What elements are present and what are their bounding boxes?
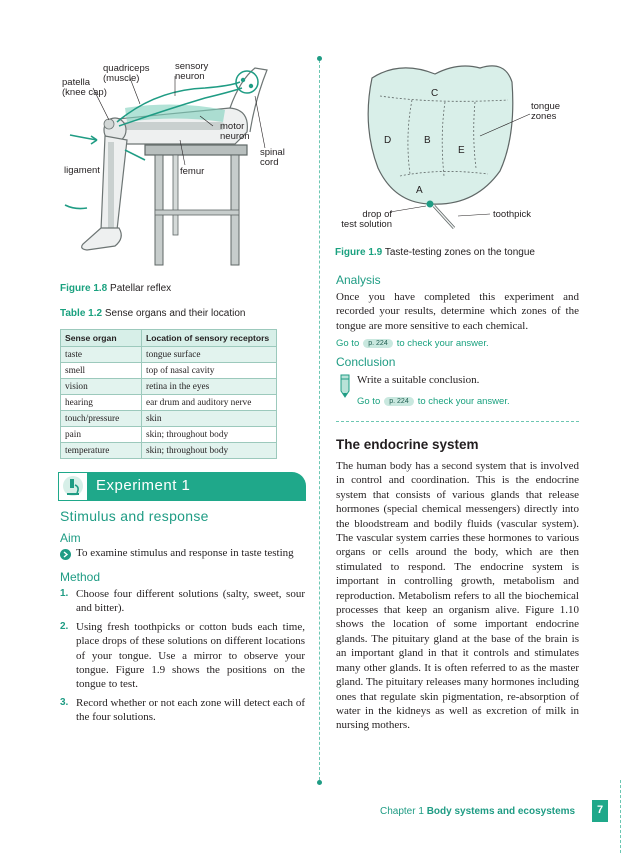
list-item (60, 620, 305, 692)
footer-chapter (380, 806, 575, 817)
column-divider (319, 60, 320, 780)
table-cell: touch/pressure (61, 411, 142, 427)
table-cell: smell (61, 363, 142, 379)
table-cell: hearing (61, 395, 142, 411)
tongue-zone-b: B (424, 135, 431, 146)
table-header-row (61, 330, 277, 347)
conclusion-page-ref[interactable]: p. 224 (384, 397, 413, 406)
table-row (61, 427, 277, 443)
table-cell: taste (61, 347, 142, 363)
footer-chapter-number: Chapter 1 (380, 806, 424, 817)
figure-1-8-text: Patellar reflex (110, 283, 172, 294)
tongue-zone-e: E (458, 145, 465, 156)
footer-page-number: 7 (596, 804, 604, 816)
table-cell: skin; throughout body (142, 427, 277, 443)
aim-heading: Aim (60, 531, 81, 545)
figure-1-8-label: Figure 1.8 (60, 283, 108, 294)
label-patella: patella (knee cap) (62, 77, 107, 98)
table-cell: pain (61, 427, 142, 443)
footer-edge-line (620, 780, 621, 853)
table-row (61, 411, 277, 427)
experiment-banner-title: Experiment 1 (96, 477, 191, 494)
footer-chapter-title: Body systems and ecosystems (426, 806, 576, 817)
table-row (61, 379, 277, 395)
step-number: 3. (60, 696, 69, 708)
pencil-icon (337, 373, 355, 399)
step-text: Choose four different solutions (salty, sweet, sour and bitter). (76, 588, 305, 615)
step-text: Using fresh toothpicks or cotton buds each time, place drops of these solutions on different locations of your tongue. Use a mirror to observe your tongue. Figure 1.9 shows the positions on the tongue to test. (76, 620, 305, 691)
figure-1-9-text: Taste-testing zones on the tongue (384, 247, 535, 258)
aim-bullet-icon (60, 549, 71, 560)
conclusion-text: Write a suitable conclusion. (357, 374, 480, 386)
tongue-zone-a: A (416, 185, 423, 196)
experiment-icon-box (58, 472, 88, 501)
aim-text: To examine stimulus and response in taste testing (76, 547, 294, 559)
label-toothpick: toothpick (493, 209, 532, 220)
table-cell: tongue surface (142, 347, 277, 363)
divider-dot-bottom (317, 780, 322, 785)
table-cell: retina in the eyes (142, 379, 277, 395)
figure-1-8-caption (60, 283, 171, 294)
table-cell: vision (61, 379, 142, 395)
label-tongue-zones: tongue zones (531, 101, 561, 122)
tongue-zone-c: C (431, 88, 439, 99)
conclusion-check-link[interactable]: to check your answer. (417, 396, 510, 407)
figure-1-9-caption (335, 247, 535, 258)
table-cell: ear drum and auditory nerve (142, 395, 277, 411)
divider-dot-top (317, 56, 322, 61)
list-item (60, 587, 305, 616)
microscope-icon (59, 473, 87, 500)
step-number: 2. (60, 620, 69, 632)
table-cell: skin; throughout body (142, 443, 277, 459)
step-text: Record whether or not each zone will detect each of the four solutions. (76, 696, 305, 724)
analysis-heading: Analysis (336, 273, 381, 287)
list-item (60, 696, 305, 725)
analysis-check-link[interactable]: to check your answer. (396, 338, 489, 349)
table-1-2-label: Table 1.2 (60, 308, 103, 319)
table-1-2-caption (60, 308, 246, 319)
table-row (61, 395, 277, 411)
method-heading: Method (60, 570, 101, 584)
label-ligament: ligament (64, 165, 100, 176)
table-header-location: Location of sensory receptors (142, 330, 277, 347)
table-cell: temperature (61, 443, 142, 459)
conclusion-goto-line (357, 391, 510, 409)
endocrine-heading: The endocrine system (336, 437, 479, 452)
sense-organs-table (60, 329, 277, 459)
analysis-goto-line (336, 333, 489, 351)
table-row (61, 347, 277, 363)
section-divider (336, 421, 579, 422)
figure-1-9-label: Figure 1.9 (335, 247, 383, 258)
method-steps (60, 587, 305, 729)
conclusion-heading: Conclusion (336, 355, 396, 369)
label-drop-of-test-solution: drop of test solution (341, 209, 392, 230)
step-number: 1. (60, 588, 69, 599)
endocrine-paragraph: The human body has a second system that is involved in control and coordination. This is the endocrine system that consists of various glands that release hormones (special chemical messengers) directly into the bloodstream and bodily fluids (vascular system). The vascular system carries these hormones to various organs or cells around the body, which are then stimulated to respond. The endocrine system is important in controlling growth, metabolism and reproduction. Metabolism refers to all the biochemical processes that keep an organism alive. Figure 1.10 shows the location of some important endocrine glands. The pituitary gland at the base of the brain is an important gland in that it controls and stimulates many other glands. It is often referred to as the master gland. The pituitary releases many hormones including ones that regulate skin pigmentation, re-absorption of water in the kidneys as well as excretion of milk in nursing mothers. (336, 460, 579, 732)
tongue-zone-d: D (384, 135, 392, 146)
label-motor-neuron: motor neuron (220, 121, 250, 142)
table-cell: skin (142, 411, 277, 427)
conclusion-goto: Go to (357, 396, 381, 407)
table-row (61, 363, 277, 379)
table-cell: top of nasal cavity (142, 363, 277, 379)
label-spinal-cord: spinal cord (260, 147, 285, 168)
experiment-title: Stimulus and response (60, 508, 209, 524)
label-quadriceps: quadriceps (muscle) (103, 63, 150, 84)
table-header-sense-organ: Sense organ (61, 330, 142, 347)
label-sensory-neuron: sensory neuron (175, 61, 209, 82)
analysis-goto: Go to (336, 338, 360, 349)
analysis-text: Once you have completed this experiment and recorded your results, determine which zones of the tongue are more sensitive to each chemical. (336, 291, 579, 332)
table-row (61, 443, 277, 459)
table-1-2-text: Sense organs and their location (104, 308, 246, 319)
analysis-page-ref[interactable]: p. 224 (363, 339, 392, 348)
label-femur: femur (180, 166, 205, 177)
